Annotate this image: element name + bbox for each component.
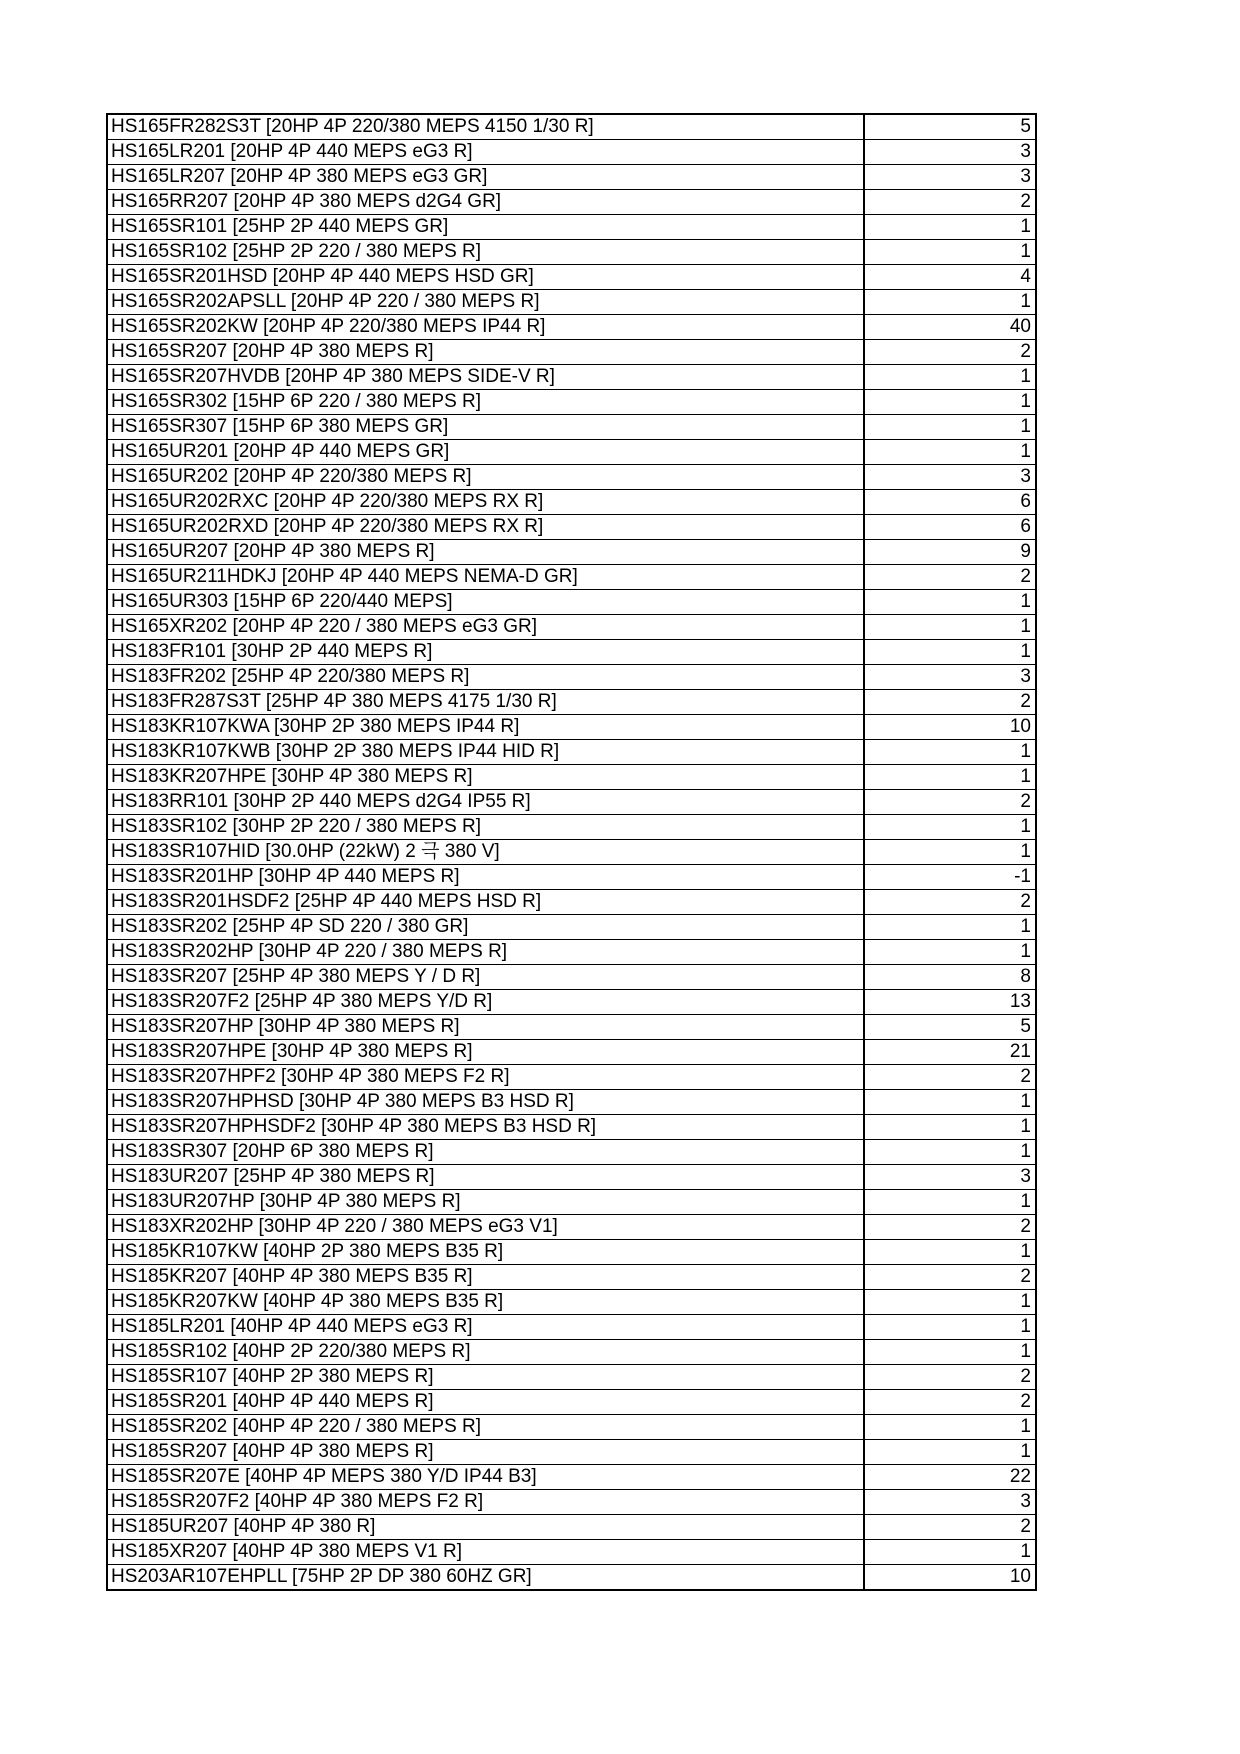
quantity-cell: 9 <box>864 540 1036 565</box>
quantity-cell: -1 <box>864 865 1036 890</box>
quantity-cell: 2 <box>864 890 1036 915</box>
table-row <box>107 365 1036 390</box>
table-row <box>107 1490 1036 1515</box>
table-row <box>107 215 1036 240</box>
table-row <box>107 765 1036 790</box>
table-row <box>107 1565 1036 1591</box>
item-description-cell: HS185SR201 [40HP 4P 440 MEPS R] <box>107 1390 864 1415</box>
quantity-cell: 5 <box>864 1015 1036 1040</box>
item-description-cell: HS183KR107KWA [30HP 2P 380 MEPS IP44 R] <box>107 715 864 740</box>
item-description-cell: HS183FR202 [25HP 4P 220/380 MEPS R] <box>107 665 864 690</box>
quantity-cell: 3 <box>864 1490 1036 1515</box>
table-row <box>107 1115 1036 1140</box>
table-row <box>107 990 1036 1015</box>
quantity-cell: 1 <box>864 415 1036 440</box>
table-row <box>107 1015 1036 1040</box>
table-row <box>107 890 1036 915</box>
table-row <box>107 665 1036 690</box>
quantity-cell: 21 <box>864 1040 1036 1065</box>
table-row <box>107 740 1036 765</box>
table-row <box>107 615 1036 640</box>
quantity-cell: 6 <box>864 515 1036 540</box>
quantity-cell: 1 <box>864 390 1036 415</box>
item-description-cell: HS183SR207HPE [30HP 4P 380 MEPS R] <box>107 1040 864 1065</box>
table-row <box>107 690 1036 715</box>
quantity-cell: 2 <box>864 1065 1036 1090</box>
item-description-cell: HS183SR207HPF2 [30HP 4P 380 MEPS F2 R] <box>107 1065 864 1090</box>
quantity-cell: 1 <box>864 1315 1036 1340</box>
table-row <box>107 790 1036 815</box>
table-row <box>107 1240 1036 1265</box>
table-row <box>107 565 1036 590</box>
item-description-cell: HS183UR207HP [30HP 4P 380 MEPS R] <box>107 1190 864 1215</box>
item-description-cell: HS183SR201HP [30HP 4P 440 MEPS R] <box>107 865 864 890</box>
table-row <box>107 290 1036 315</box>
item-description-cell: HS165SR202KW [20HP 4P 220/380 MEPS IP44 R] <box>107 315 864 340</box>
table-row <box>107 515 1036 540</box>
quantity-cell: 10 <box>864 1565 1036 1591</box>
quantity-cell: 1 <box>864 365 1036 390</box>
item-description-cell: HS165UR202 [20HP 4P 220/380 MEPS R] <box>107 465 864 490</box>
quantity-cell: 1 <box>864 290 1036 315</box>
table-row <box>107 1415 1036 1440</box>
quantity-cell: 2 <box>864 1265 1036 1290</box>
quantity-cell: 4 <box>864 265 1036 290</box>
quantity-cell: 1 <box>864 590 1036 615</box>
quantity-cell: 1 <box>864 1190 1036 1215</box>
item-description-cell: HS165UR207 [20HP 4P 380 MEPS R] <box>107 540 864 565</box>
item-description-cell: HS165UR202RXD [20HP 4P 220/380 MEPS RX R] <box>107 515 864 540</box>
item-description-cell: HS183KR107KWB [30HP 2P 380 MEPS IP44 HID R] <box>107 740 864 765</box>
item-description-cell: HS183UR207 [25HP 4P 380 MEPS R] <box>107 1165 864 1190</box>
item-description-cell: HS165UR201 [20HP 4P 440 MEPS GR] <box>107 440 864 465</box>
table-row <box>107 190 1036 215</box>
item-description-cell: HS183SR202HP [30HP 4P 220 / 380 MEPS R] <box>107 940 864 965</box>
table-row <box>107 1090 1036 1115</box>
item-description-cell: HS165SR302 [15HP 6P 220 / 380 MEPS R] <box>107 390 864 415</box>
table-row <box>107 1515 1036 1540</box>
quantity-cell: 1 <box>864 1115 1036 1140</box>
quantity-cell: 5 <box>864 114 1036 140</box>
item-description-cell: HS185SR207F2 [40HP 4P 380 MEPS F2 R] <box>107 1490 864 1515</box>
item-description-cell: HS165LR201 [20HP 4P 440 MEPS eG3 R] <box>107 140 864 165</box>
item-description-cell: HS183SR207HPHSDF2 [30HP 4P 380 MEPS B3 HSD R] <box>107 1115 864 1140</box>
item-description-cell: HS165UR202RXC [20HP 4P 220/380 MEPS RX R] <box>107 490 864 515</box>
item-description-cell: HS203AR107EHPLL [75HP 2P DP 380 60HZ GR] <box>107 1565 864 1591</box>
table-row <box>107 240 1036 265</box>
table-row <box>107 1440 1036 1465</box>
item-description-cell: HS183SR207HPHSD [30HP 4P 380 MEPS B3 HSD R] <box>107 1090 864 1115</box>
quantity-cell: 1 <box>864 240 1036 265</box>
table-row <box>107 1290 1036 1315</box>
quantity-cell: 2 <box>864 690 1036 715</box>
item-description-cell: HS185KR207KW [40HP 4P 380 MEPS B35 R] <box>107 1290 864 1315</box>
table-row <box>107 815 1036 840</box>
quantity-cell: 1 <box>864 765 1036 790</box>
item-description-cell: HS185LR201 [40HP 4P 440 MEPS eG3 R] <box>107 1315 864 1340</box>
item-description-cell: HS165UR211HDKJ [20HP 4P 440 MEPS NEMA-D GR] <box>107 565 864 590</box>
item-description-cell: HS165FR282S3T [20HP 4P 220/380 MEPS 4150 1/30 R] <box>107 114 864 140</box>
item-description-cell: HS185UR207 [40HP 4P 380 R] <box>107 1515 864 1540</box>
table-row <box>107 1340 1036 1365</box>
table-row <box>107 165 1036 190</box>
quantity-cell: 1 <box>864 440 1036 465</box>
table-row <box>107 1065 1036 1090</box>
item-description-cell: HS183SR207HP [30HP 4P 380 MEPS R] <box>107 1015 864 1040</box>
table-row <box>107 965 1036 990</box>
item-description-cell: HS183FR287S3T [25HP 4P 380 MEPS 4175 1/30 R] <box>107 690 864 715</box>
table-row <box>107 865 1036 890</box>
item-description-cell: HS183SR201HSDF2 [25HP 4P 440 MEPS HSD R] <box>107 890 864 915</box>
item-description-cell: HS165SR307 [15HP 6P 380 MEPS GR] <box>107 415 864 440</box>
item-description-cell: HS185SR202 [40HP 4P 220 / 380 MEPS R] <box>107 1415 864 1440</box>
item-description-cell: HS183SR207F2 [25HP 4P 380 MEPS Y/D R] <box>107 990 864 1015</box>
quantity-cell: 2 <box>864 340 1036 365</box>
table-row <box>107 315 1036 340</box>
table-row <box>107 114 1036 140</box>
item-description-cell: HS183XR202HP [30HP 4P 220 / 380 MEPS eG3 V1] <box>107 1215 864 1240</box>
inventory-table-body <box>107 114 1036 1590</box>
quantity-cell: 3 <box>864 465 1036 490</box>
table-row <box>107 715 1036 740</box>
quantity-cell: 10 <box>864 715 1036 740</box>
quantity-cell: 1 <box>864 915 1036 940</box>
item-description-cell: HS185KR107KW [40HP 2P 380 MEPS B35 R] <box>107 1240 864 1265</box>
table-row <box>107 465 1036 490</box>
table-row <box>107 1215 1036 1240</box>
table-row <box>107 940 1036 965</box>
quantity-cell: 8 <box>864 965 1036 990</box>
quantity-cell: 1 <box>864 1440 1036 1465</box>
item-description-cell: HS185SR207E [40HP 4P MEPS 380 Y/D IP44 B3] <box>107 1465 864 1490</box>
quantity-cell: 13 <box>864 990 1036 1015</box>
item-description-cell: HS185SR102 [40HP 2P 220/380 MEPS R] <box>107 1340 864 1365</box>
item-description-cell: HS183SR207 [25HP 4P 380 MEPS Y / D R] <box>107 965 864 990</box>
quantity-cell: 1 <box>864 1340 1036 1365</box>
table-row <box>107 640 1036 665</box>
item-description-cell: HS183RR101 [30HP 2P 440 MEPS d2G4 IP55 R] <box>107 790 864 815</box>
quantity-cell: 40 <box>864 315 1036 340</box>
item-description-cell: HS183SR107HID [30.0HP (22kW) 2 극 380 V] <box>107 840 864 865</box>
item-description-cell: HS165UR303 [15HP 6P 220/440 MEPS] <box>107 590 864 615</box>
quantity-cell: 1 <box>864 615 1036 640</box>
table-row <box>107 915 1036 940</box>
item-description-cell: HS185SR207 [40HP 4P 380 MEPS R] <box>107 1440 864 1465</box>
quantity-cell: 6 <box>864 490 1036 515</box>
table-row <box>107 265 1036 290</box>
quantity-cell: 3 <box>864 140 1036 165</box>
quantity-cell: 2 <box>864 190 1036 215</box>
item-description-cell: HS165SR102 [25HP 2P 220 / 380 MEPS R] <box>107 240 864 265</box>
quantity-cell: 2 <box>864 1365 1036 1390</box>
table-row <box>107 1465 1036 1490</box>
table-row <box>107 540 1036 565</box>
quantity-cell: 1 <box>864 1090 1036 1115</box>
quantity-cell: 2 <box>864 1515 1036 1540</box>
quantity-cell: 1 <box>864 1140 1036 1165</box>
item-description-cell: HS165SR207 [20HP 4P 380 MEPS R] <box>107 340 864 365</box>
quantity-cell: 1 <box>864 1540 1036 1565</box>
table-row <box>107 590 1036 615</box>
quantity-cell: 1 <box>864 740 1036 765</box>
item-description-cell: HS165SR201HSD [20HP 4P 440 MEPS HSD GR] <box>107 265 864 290</box>
inventory-table <box>106 113 1037 1591</box>
quantity-cell: 3 <box>864 665 1036 690</box>
table-row <box>107 1140 1036 1165</box>
quantity-cell: 1 <box>864 1240 1036 1265</box>
quantity-cell: 1 <box>864 815 1036 840</box>
quantity-cell: 2 <box>864 565 1036 590</box>
table-row <box>107 1190 1036 1215</box>
item-description-cell: HS185SR107 [40HP 2P 380 MEPS R] <box>107 1365 864 1390</box>
table-row <box>107 490 1036 515</box>
quantity-cell: 1 <box>864 840 1036 865</box>
quantity-cell: 3 <box>864 1165 1036 1190</box>
item-description-cell: HS165SR202APSLL [20HP 4P 220 / 380 MEPS R] <box>107 290 864 315</box>
table-row <box>107 1040 1036 1065</box>
table-row <box>107 1365 1036 1390</box>
quantity-cell: 3 <box>864 165 1036 190</box>
item-description-cell: HS185XR207 [40HP 4P 380 MEPS V1 R] <box>107 1540 864 1565</box>
table-row <box>107 1265 1036 1290</box>
table-row <box>107 1390 1036 1415</box>
item-description-cell: HS165SR101 [25HP 2P 440 MEPS GR] <box>107 215 864 240</box>
item-description-cell: HS165SR207HVDB [20HP 4P 380 MEPS SIDE-V R] <box>107 365 864 390</box>
table-row <box>107 340 1036 365</box>
quantity-cell: 2 <box>864 1390 1036 1415</box>
item-description-cell: HS183SR307 [20HP 6P 380 MEPS R] <box>107 1140 864 1165</box>
quantity-cell: 1 <box>864 940 1036 965</box>
item-description-cell: HS165RR207 [20HP 4P 380 MEPS d2G4 GR] <box>107 190 864 215</box>
table-row <box>107 1315 1036 1340</box>
quantity-cell: 22 <box>864 1465 1036 1490</box>
item-description-cell: HS183SR202 [25HP 4P SD 220 / 380 GR] <box>107 915 864 940</box>
table-row <box>107 390 1036 415</box>
quantity-cell: 1 <box>864 215 1036 240</box>
item-description-cell: HS185KR207 [40HP 4P 380 MEPS B35 R] <box>107 1265 864 1290</box>
table-row <box>107 415 1036 440</box>
table-row <box>107 1540 1036 1565</box>
item-description-cell: HS165LR207 [20HP 4P 380 MEPS eG3 GR] <box>107 165 864 190</box>
table-row <box>107 140 1036 165</box>
quantity-cell: 1 <box>864 1290 1036 1315</box>
item-description-cell: HS183KR207HPE [30HP 4P 380 MEPS R] <box>107 765 864 790</box>
item-description-cell: HS165XR202 [20HP 4P 220 / 380 MEPS eG3 GR] <box>107 615 864 640</box>
item-description-cell: HS183FR101 [30HP 2P 440 MEPS R] <box>107 640 864 665</box>
table-row <box>107 440 1036 465</box>
table-row <box>107 1165 1036 1190</box>
table-row <box>107 840 1036 865</box>
quantity-cell: 2 <box>864 1215 1036 1240</box>
quantity-cell: 1 <box>864 1415 1036 1440</box>
item-description-cell: HS183SR102 [30HP 2P 220 / 380 MEPS R] <box>107 815 864 840</box>
quantity-cell: 2 <box>864 790 1036 815</box>
quantity-cell: 1 <box>864 640 1036 665</box>
